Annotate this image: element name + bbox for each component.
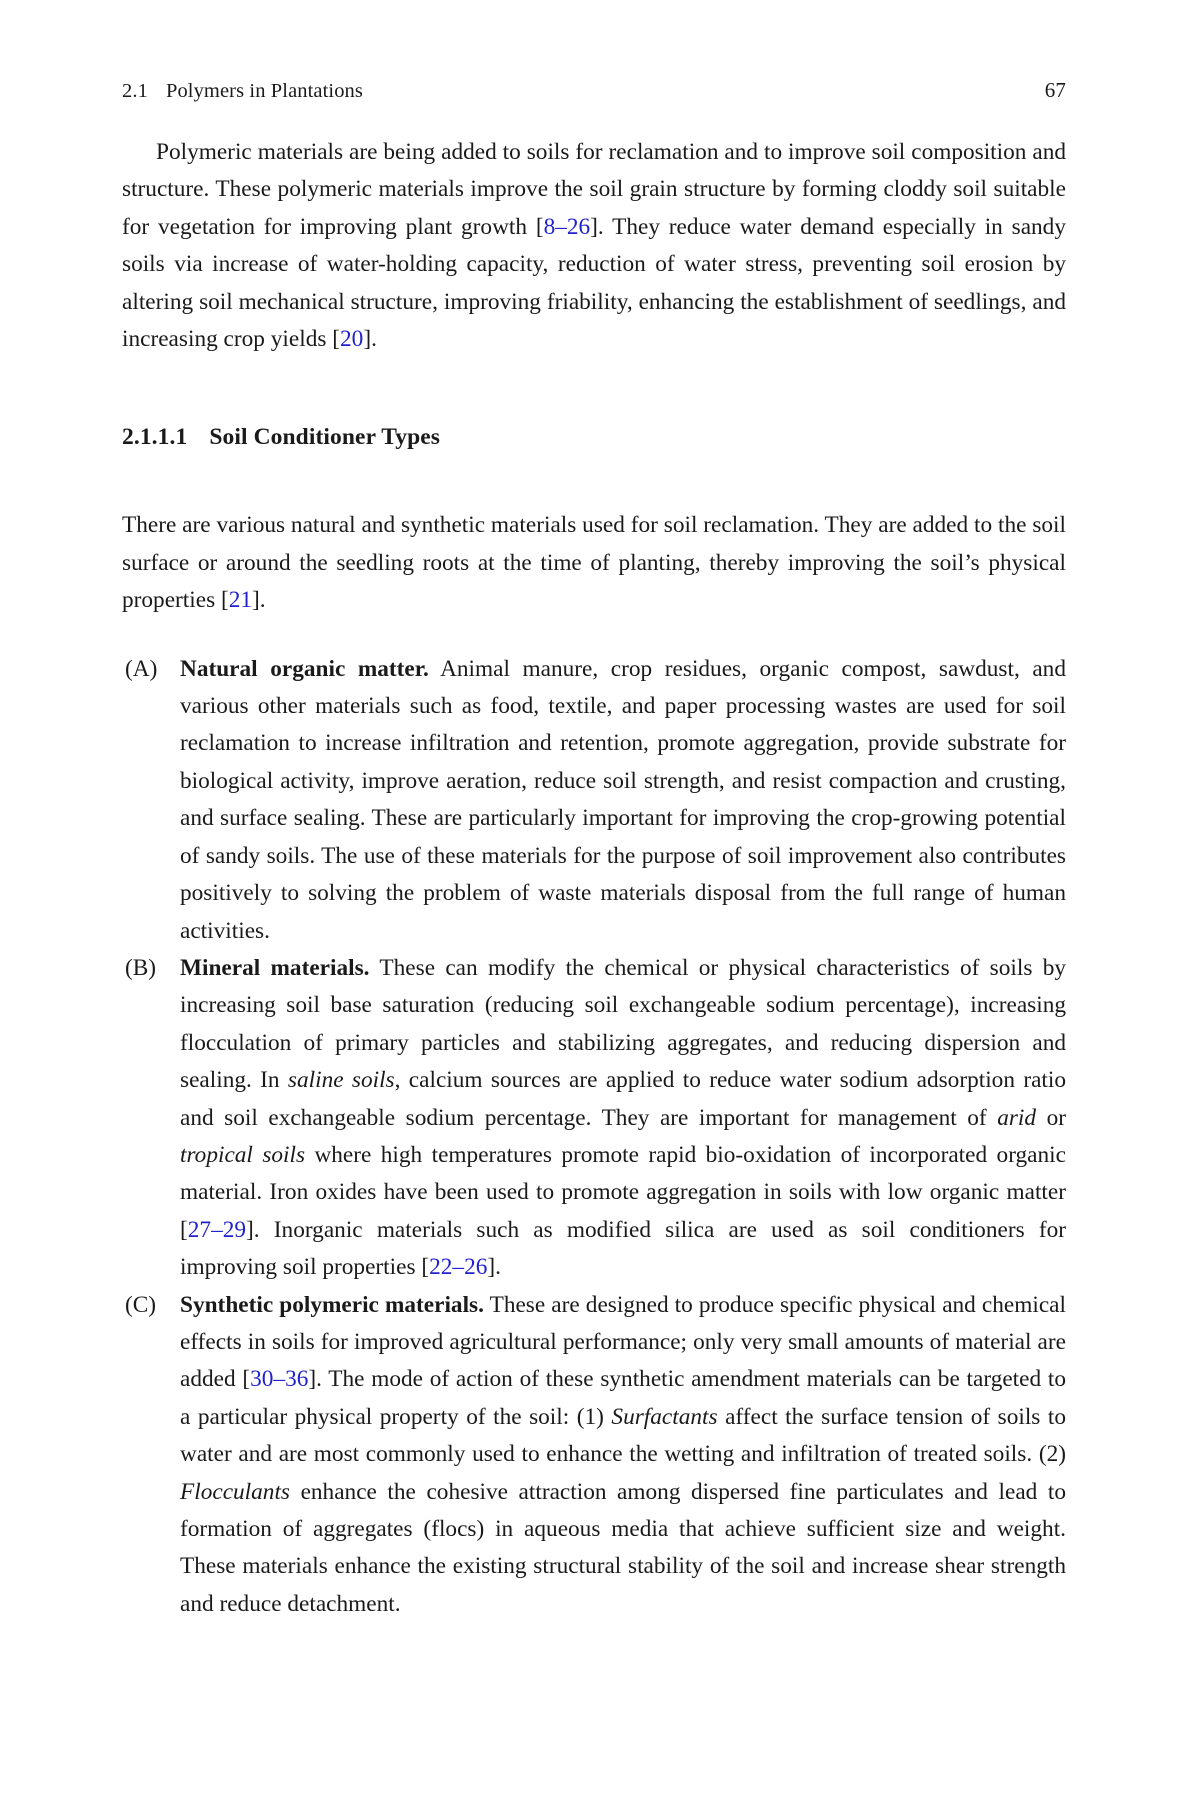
citation-link-30-36[interactable]: 30–36 — [250, 1366, 309, 1393]
list-item-body-c3: affect the surface tension of soils to water and are most commonly used to enhance the wetting and infiltration of treated soils. (2) — [180, 1403, 1066, 1468]
list-item — [122, 950, 1066, 1287]
list-item-marker-c: (C) — [125, 1291, 157, 1318]
italic-term-flocculants: Flocculants — [180, 1478, 290, 1505]
section-paragraph — [122, 507, 1066, 619]
page-number: 67 — [1044, 78, 1066, 102]
list-item-body-b4: where high temperatures promote rapid bio-oxidation of incorporated organic material. Iron oxides have been used to promote aggregation in soils with low organic matter [ — [180, 1141, 1066, 1243]
lettered-list — [122, 651, 1066, 1624]
list-item-lead-a: Natural organic matter. — [180, 655, 429, 682]
running-header-left — [122, 79, 363, 104]
intro-paragraph-text-part1: Polymeric materials are being added to soils for reclamation and to improve soil composition and structure. These polymeric materials improve the soil grain structure by forming cloddy soil suitable for vegetation for improving plant growth [ — [122, 139, 1066, 240]
running-header — [122, 78, 1066, 104]
italic-term-tropical-soils: tropical soils — [180, 1141, 306, 1168]
citation-link-21[interactable]: 21 — [228, 587, 253, 614]
intro-paragraph — [122, 134, 1066, 358]
running-header-section-number: 2.1 — [122, 80, 148, 102]
citation-link-8-26[interactable]: 8–26 — [543, 213, 591, 240]
list-item-body-b2: , calcium sources are applied to reduce water sodium adsorption ratio and soil exchangeable sodium percentage. They are important for management of — [180, 1067, 1067, 1131]
italic-term-surfactants: Surfactants — [611, 1403, 718, 1430]
list-item-lead-b: Mineral materials. — [180, 954, 370, 981]
citation-link-27-29[interactable]: 27–29 — [187, 1216, 247, 1243]
intro-paragraph-text-part2: ]. They reduce water demand especially in sandy soils via increase of water-holding capacity, reduction of water stress, preventing soil erosion by altering soil mechanical structure, improving friability, enhancing the establishment of seedlings, and increasing crop yields [ — [122, 213, 1066, 353]
list-item-body-b5: ]. Inorganic materials such as modified silica are used as soil conditioners for improving soil properties [ — [180, 1216, 1066, 1281]
section-paragraph-text-part2: ]. — [252, 587, 266, 614]
list-item — [122, 1287, 1066, 1624]
list-item-body-b1: These can modify the chemical or physical characteristics of soils by increasing soil base saturation (reducing soil exchangeable sodium percentage), increasing flocculation of primary particles and stabilizing aggregates, and reducing dispersion and sealing. In — [180, 954, 1066, 1094]
running-header-section-title: Polymers in Plantations — [165, 80, 363, 102]
vertical-spacer-after-heading — [122, 452, 1066, 507]
list-item — [122, 651, 1066, 950]
list-item-marker-b: (B) — [125, 954, 157, 981]
section-heading-number: 2.1.1.1 — [122, 424, 188, 451]
section-heading-title: Soil Conditioner Types — [209, 424, 441, 451]
citation-link-20[interactable]: 20 — [340, 326, 364, 353]
section-paragraph-text-part1: There are various natural and synthetic materials used for soil reclamation. They are added to the soil surface or around the seedling roots at the time of planting, thereby improving the soil’s physical properties [ — [122, 512, 1066, 614]
italic-term-arid: arid — [997, 1104, 1037, 1131]
list-item-marker-a: (A) — [125, 655, 158, 682]
vertical-spacer — [122, 358, 1066, 422]
list-item-body-b6: ]. — [487, 1254, 501, 1281]
list-item-lead-c: Synthetic polymeric materials. — [180, 1291, 484, 1318]
intro-paragraph-text-part3: ]. — [363, 326, 377, 353]
italic-term-saline-soils: saline soils — [287, 1067, 395, 1094]
list-item-body-c2: ]. The mode of action of these synthetic amendment materials can be targeted to a particular physical property of the soil: (1) — [180, 1366, 1067, 1430]
list-item-body-c4: enhance the cohesive attraction among dispersed fine particulates and lead to formation of aggregates (flocs) in aqueous media that achieve sufficient size and weight. These materials enhance the existing structural stability of the soil and increase shear strength and reduce detachment. — [180, 1478, 1066, 1617]
list-item-body-b3: or — [1036, 1104, 1066, 1131]
list-item-body-c1: These are designed to produce specific physical and chemical effects in soils for improved agricultural performance; only very small amounts of material are added [ — [180, 1291, 1066, 1393]
vertical-spacer-before-list — [122, 620, 1066, 651]
list-item-body-a: Animal manure, crop residues, organic compost, sawdust, and various other materials such as food, textile, and paper processing wastes are used for soil reclamation to increase infiltration and retention, promote aggregation, provide substrate for biological activity, improve aeration, reduce soil strength, and resist compaction and crusting, and surface sealing. These are particularly important for improving the crop-growing potential of sandy soils. The use of these materials for the purpose of soil improvement also contributes positively to solving the problem of waste materials disposal from the full range of human activities. — [180, 655, 1066, 944]
page-body-column — [122, 134, 1066, 1623]
citation-link-22-26[interactable]: 22–26 — [429, 1254, 488, 1281]
section-heading — [122, 422, 1066, 452]
